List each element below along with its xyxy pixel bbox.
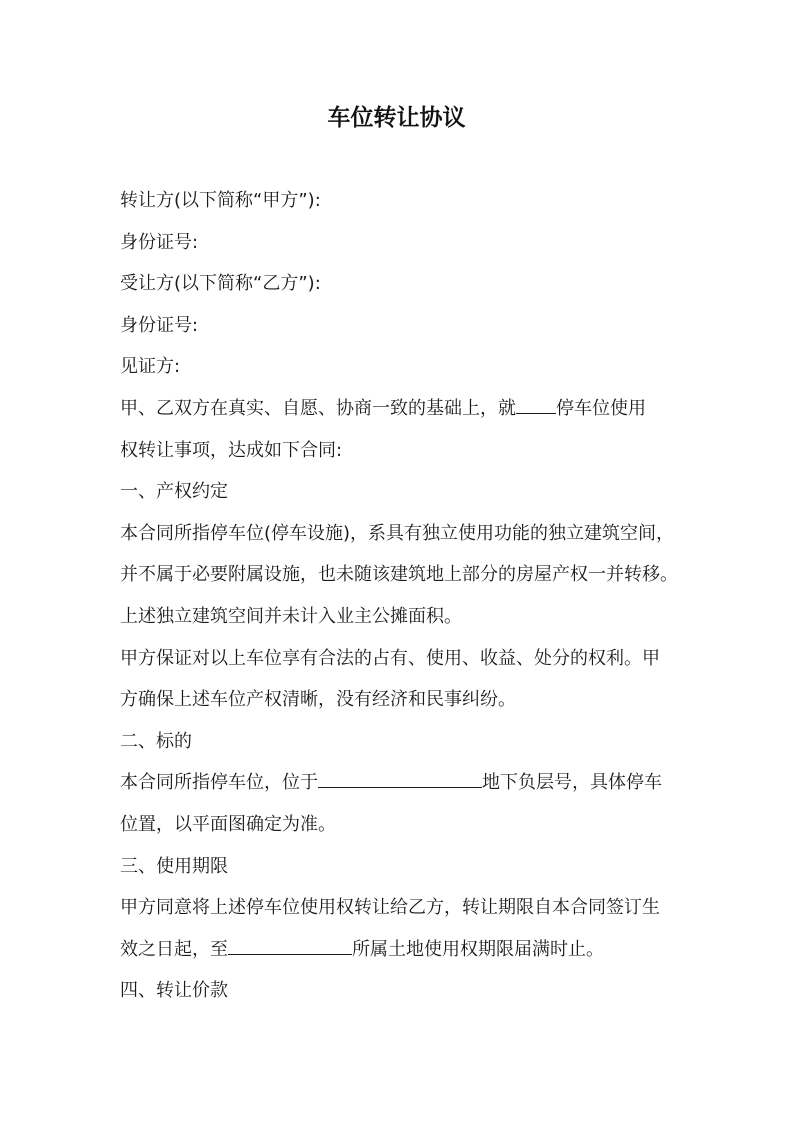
parking-lot-name-blank	[516, 395, 556, 414]
section-heading-term: 三、使用期限	[120, 855, 228, 877]
party-a-line: 转让方(以下简称“甲方”):	[120, 190, 321, 211]
subject-text-start: 本合同所指停车位，位于	[120, 772, 318, 794]
preamble-text-end: 停车位使用	[556, 397, 646, 419]
section-heading-subject: 二、标的	[120, 730, 192, 752]
party-a-id-line: 身份证号:	[120, 231, 199, 253]
preamble-line-2: 权转让事项，达成如下合同:	[120, 439, 343, 461]
paragraph-line: 甲方保证对以上车位享有合法的占有、使用、收益、处分的权利。甲	[120, 647, 660, 669]
party-b-id-line: 身份证号:	[120, 314, 199, 336]
paragraph-line: 位置，以平面图确定为准。	[120, 813, 336, 835]
section-heading-price: 四、转让价款	[120, 980, 228, 1002]
preamble-line-1	[120, 388, 680, 430]
subject-text-end: 地下负层号，具体停车	[482, 772, 662, 794]
paragraph-line: 本合同所指停车位(停车设施)，系具有独立使用功能的独立建筑空间，	[120, 522, 675, 544]
witness-line: 见证方:	[120, 356, 181, 378]
term-line-2	[120, 929, 680, 971]
preamble-text-start: 甲、乙双方在真实、自愿、协商一致的基础上，就	[120, 397, 516, 419]
term-text-start: 效之日起，至	[120, 938, 228, 960]
location-blank	[318, 769, 482, 788]
section-heading-ownership: 一、产权约定	[120, 481, 228, 503]
subject-line-1	[120, 762, 680, 804]
paragraph-line: 并不属于必要附属设施，也未随该建筑地上部分的房屋产权一并转移。	[120, 564, 678, 586]
party-b-line: 受让方(以下简称“乙方”):	[120, 273, 321, 295]
document-title: 车位转让协议	[327, 105, 466, 131]
paragraph-line: 方确保上述车位产权清晰，没有经济和民事纠纷。	[120, 689, 516, 711]
term-text-end: 所属土地使用权期限届满时止。	[352, 938, 604, 960]
paragraph-line: 甲方同意将上述停车位使用权转让给乙方，转让期限自本合同签订生	[120, 897, 660, 919]
term-end-blank	[228, 936, 352, 955]
paragraph-line: 上述独立建筑空间并未计入业主公摊面积。	[120, 605, 462, 627]
document-body	[120, 180, 680, 1012]
